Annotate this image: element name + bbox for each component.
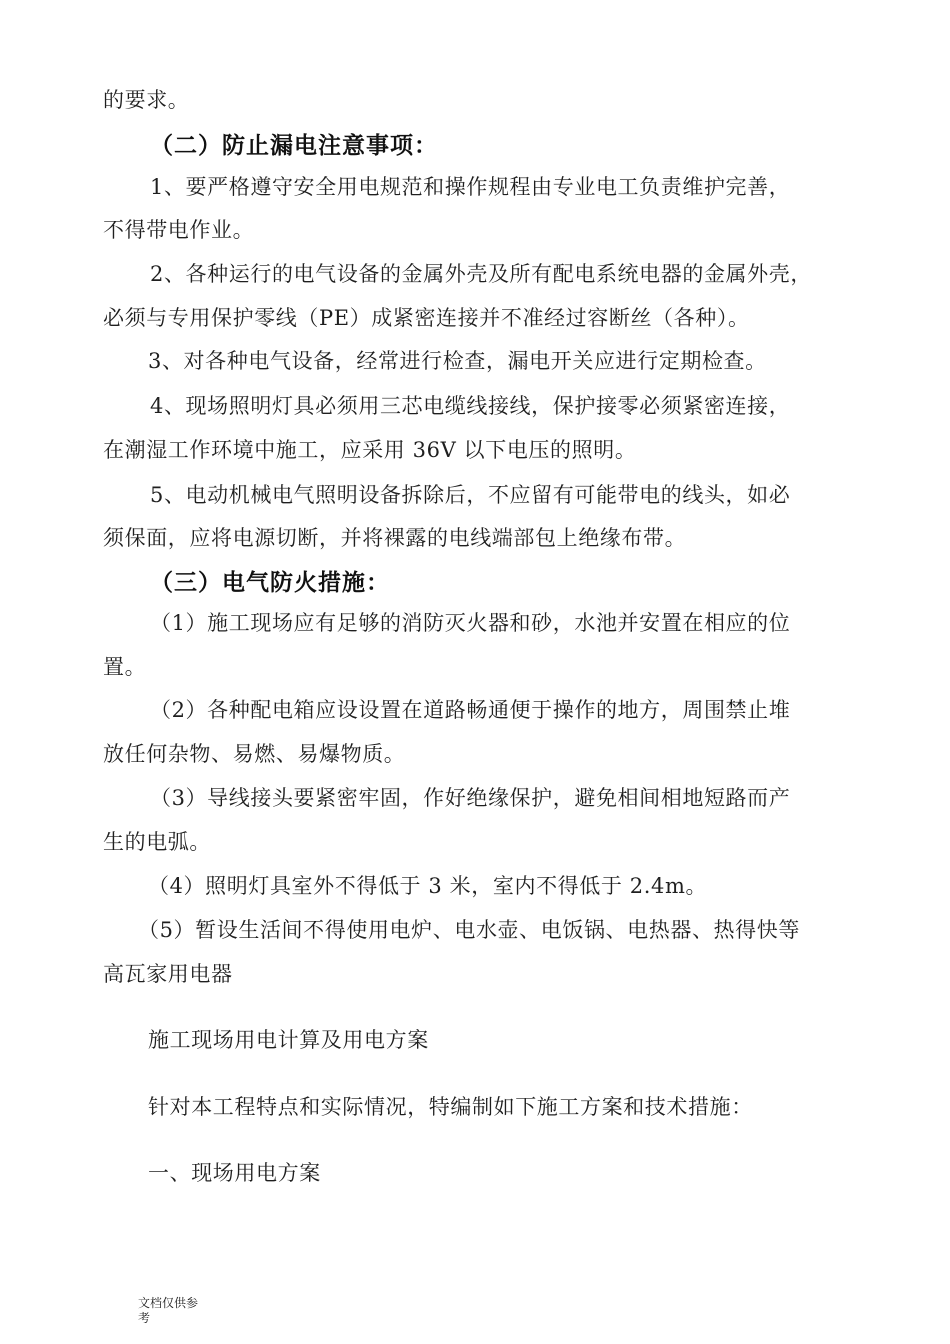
paragraph-line: 不得带电作业。 xyxy=(103,218,255,242)
paragraph-line: （4）照明灯具室外不得低于 3 米，室内不得低于 2.4m。 xyxy=(148,874,708,898)
paragraph-line: 在潮湿工作环境中施工，应采用 36V 以下电压的照明。 xyxy=(103,438,637,462)
section-heading-leakage: （二）防止漏电注意事项： xyxy=(150,133,438,159)
section-title: 施工现场用电计算及用电方案 xyxy=(148,1028,429,1052)
intro-line: 针对本工程特点和实际情况，特编制如下施工方案和技术措施： xyxy=(148,1095,753,1119)
paragraph-line: 3、对各种电气设备，经常进行检查，漏电开关应进行定期检查。 xyxy=(148,349,767,373)
paragraph-line: 2、各种运行的电气设备的金属外壳及所有配电系统电器的金属外壳， xyxy=(150,262,812,286)
paragraph-line: （5）暂设生活间不得使用电炉、电水壶、电饭锅、电热器、热得快等 xyxy=(138,918,800,942)
paragraph-line: 置。 xyxy=(103,655,147,679)
paragraph-line: 须保面，应将电源切断，并将裸露的电线端部包上绝缘布带。 xyxy=(103,526,687,550)
section-heading-fire: （三）电气防火措施： xyxy=(150,570,390,596)
paragraph-line: 生的电弧。 xyxy=(103,830,211,854)
text-line: 的要求。 xyxy=(103,88,190,112)
paragraph-line: 必须与专用保护零线（PE）成紧密连接并不准经过容断丝（各种）。 xyxy=(103,306,750,330)
section-one-title: 一、现场用电方案 xyxy=(148,1161,321,1185)
footer-note-line2: 考 xyxy=(138,1311,151,1325)
paragraph-line: 5、电动机械电气照明设备拆除后，不应留有可能带电的线头，如必 xyxy=(150,483,791,507)
paragraph-line: 放任何杂物、易燃、易爆物质。 xyxy=(103,742,406,766)
footer-note-line1: 文档仅供参 xyxy=(138,1296,199,1310)
paragraph-line: 高瓦家用电器 xyxy=(103,962,233,986)
paragraph-line: （2）各种配电箱应设设置在道路畅通便于操作的地方，周围禁止堆 xyxy=(150,698,791,722)
paragraph-line: 1、要严格遵守安全用电规范和操作规程由专业电工负责维护完善， xyxy=(150,175,791,199)
paragraph-line: 4、现场照明灯具必须用三芯电缆线接线，保护接零必须紧密连接， xyxy=(150,394,791,418)
paragraph-line: （3）导线接头要紧密牢固，作好绝缘保护，避免相间相地短路而产 xyxy=(150,786,791,810)
paragraph-line: （1）施工现场应有足够的消防灭火器和砂，水池并安置在相应的位 xyxy=(150,611,791,635)
